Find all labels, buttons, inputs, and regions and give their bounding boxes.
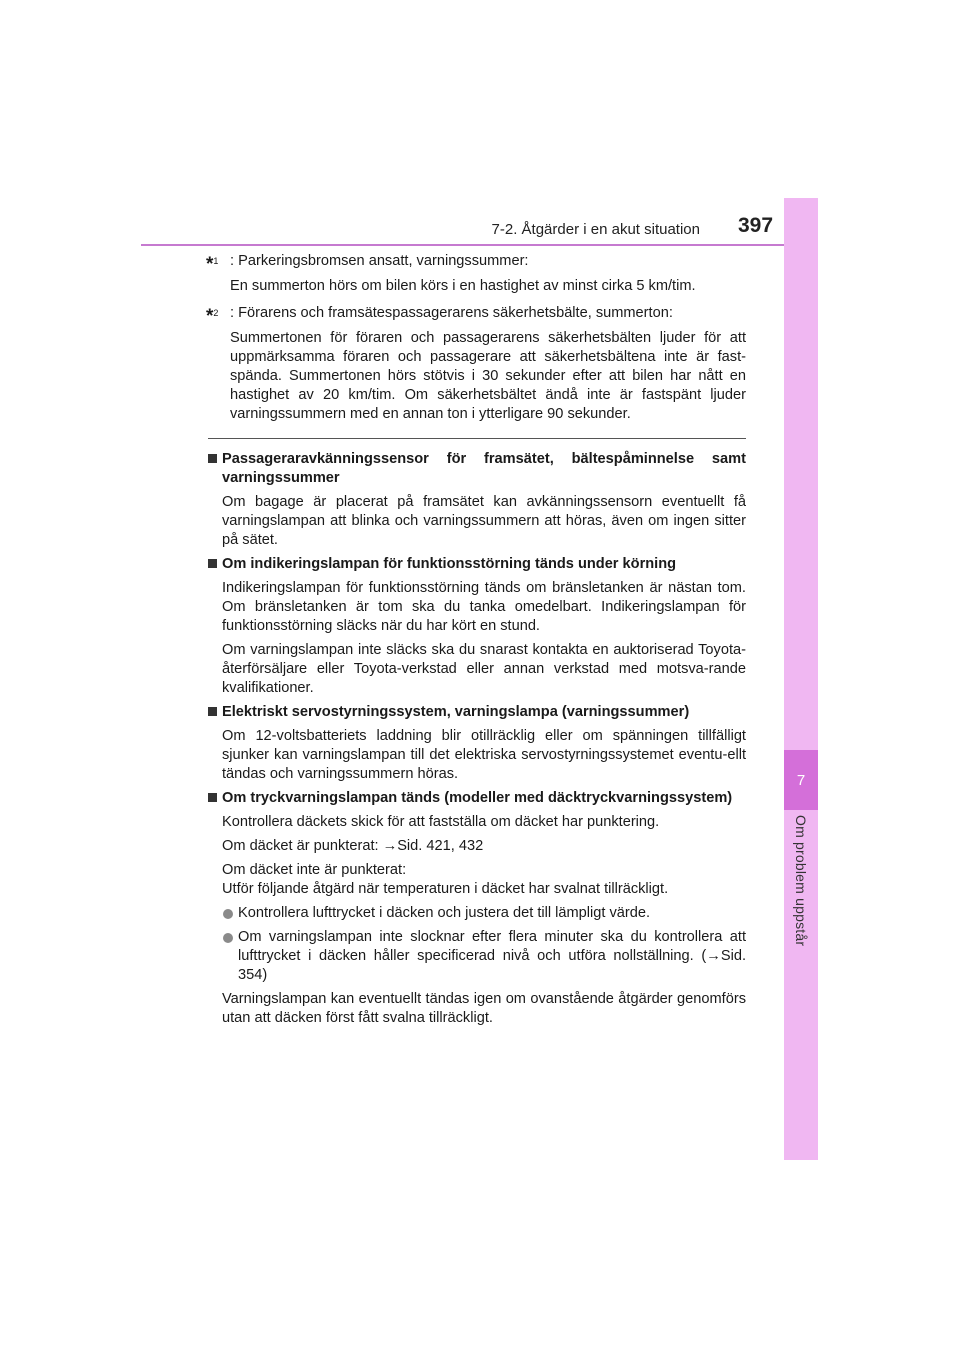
section-power-steering [208,703,746,784]
paragraph: Varningslampan kan eventuellt tändas igen om ovanstående åtgärder genomförs utan att däcken först fått svalna tillräckligt. [222,991,746,1026]
footnote-1 [206,252,746,275]
footnote-marker: *$^1$ [206,254,219,275]
paragraph: Kontrollera däckets skick för att fastställa om däcket har punktering. [222,814,660,830]
section-heading: Om indikeringslampan för funktionsstörning tänds under körning [208,555,746,574]
list-item: Kontrollera lufttrycket i däcken och justera det till lämpligt värde. [208,904,746,923]
side-tab [784,198,818,1160]
footnote-body: En summerton hörs om bilen körs i en hastighet av minst cirka 5 km/tim. [230,278,696,294]
section-passenger-sensor [208,450,746,550]
square-bullet-icon [208,707,217,716]
section-heading: Elektriskt servostyrningssystem, varningslampa (varningssummer) [208,703,746,722]
footnote-label: : Parkeringsbromsen ansatt, varningssummer: [230,253,529,269]
header-rule [141,244,817,246]
square-bullet-icon [208,793,217,802]
bullet-dot-icon [223,909,233,919]
chapter-number: 7 [796,771,806,789]
section-malfunction-lamp [208,555,746,698]
square-bullet-icon [208,559,217,568]
page-number: 397 [738,214,774,237]
section-tire-pressure [208,789,746,1028]
paragraph: Om 12-voltsbatteriets laddning blir otillräcklig eller om spänningen tillfälligt sjunker kan varningslampan till det elektriska servostyrningssystemet eventu-ellt tändas och varningssummern höras. [222,728,746,782]
section-divider [208,438,746,439]
footnote-label: : Förarens och framsätespassagerarens säkerhetsbälte, summerton: [230,305,673,321]
paragraph: Om däcket inte är punkterat: Utför följande åtgärd när temperaturen i däcket har svalnat tillräckligt. [222,862,669,897]
paragraph: Om varningslampan inte släcks ska du snarast kontakta en auktoriserad Toyota-återförsäljare eller Toyota-verkstad eller annan verkstad med motsva-rande kvalifikationer. [222,642,746,696]
chapter-title-tab [784,815,818,1015]
page-reference: Om däcket är punkterat: →Sid. 421, 432 [222,838,484,854]
paragraph: Om bagage är placerat på framsätet kan avkänningssensorn eventuellt få varningslampan att blinka och varningssummern att höras, även om ingen sitter på sätet. [222,494,746,548]
paragraph: Indikeringslampan för funktionsstörning tänds om bränsletanken är nästan tom. Om bränsletanken är tom ska du tanka omedelbart. Indikeringslampan för funktionsstörning släcks när du har kört en stund. [222,580,746,634]
list-item: Om varningslampan inte slocknar efter flera minuter ska du kontrollera att lufttrycket i däcken håller specificerad nivå och utföra nollställning. (→Sid. 354) [208,928,746,985]
square-bullet-icon [208,454,217,463]
chapter-number-tab [784,750,818,810]
section-heading: Om tryckvarningslampan tänds (modeller med däcktryckvarningssystem) [208,789,746,808]
footnote-marker: *$^2$ [206,306,219,327]
bullet-dot-icon [223,933,233,943]
footnote-body: Summertonen för föraren och passagerarens säkerhetsbälten ljuder för att uppmärksamma föraren och passagerare att säkerhetsbältena inte är fast-spända. Summertonen hörs stötvis i 30 sekunder efter att bilen har nått en hastighet av 20 km/tim. Om säkerhetsbältet ändå inte är fastspänt ljuder varningssummern med en annan ton i ytterligare 90 sekunder. [230,330,746,422]
section-heading: Passageraravkänningssensor för framsätet, bältespåminnelse samt varningssummer [208,450,746,488]
section-title: 7-2. Åtgärder i en akut situation [491,221,700,238]
footnote-2 [206,304,746,327]
chapter-title: Om problem uppstår [793,815,809,947]
page-content [208,252,746,1033]
